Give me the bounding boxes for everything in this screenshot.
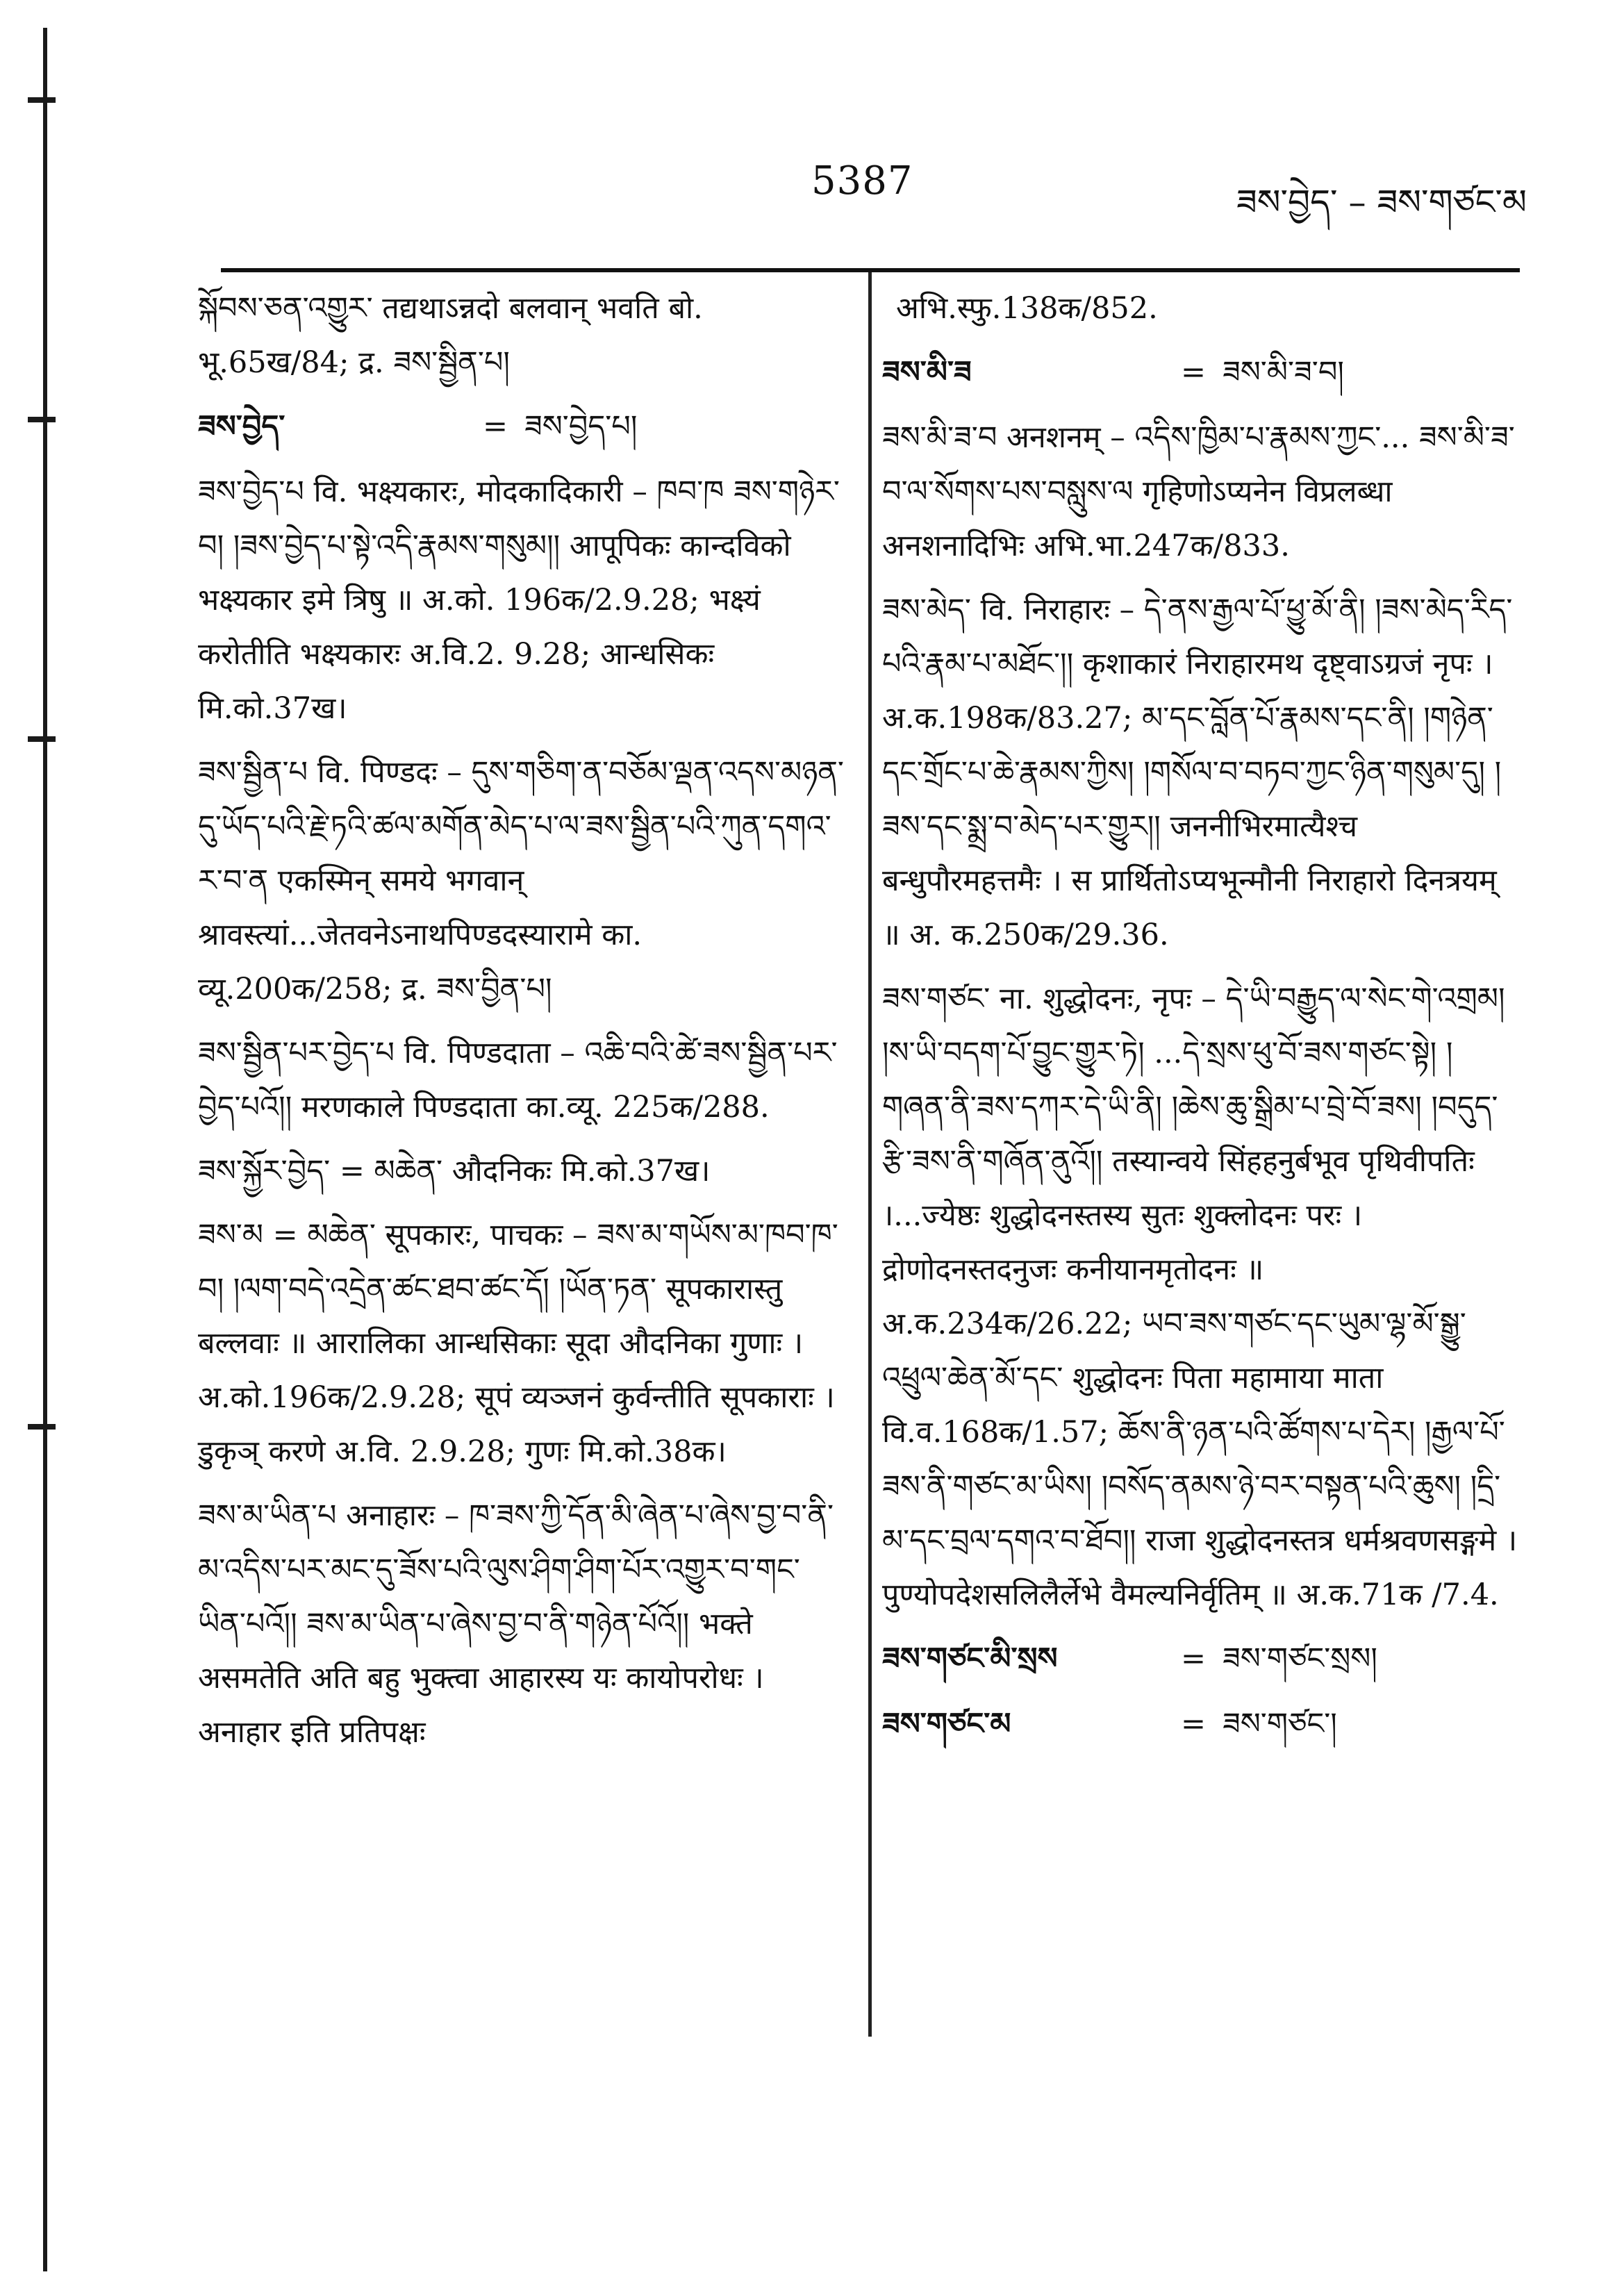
reference-target: ཟས་བྱེད་པ། — [524, 409, 638, 444]
left-column — [198, 281, 844, 1769]
binding-mark — [28, 1424, 56, 1430]
dictionary-entry: ཟས་སྦྱིན་པར་བྱེད་པ वि. पिण्डदाता – འཆི་བའི་ཚེ་ཟས་སྦྱིན་པར་བྱེད་པའོ།། मरणकाले पिण्डदाता का.व्यू. 225क/288. — [198, 1036, 838, 1125]
dictionary-entry: ཟས་གཙང་ ना. शुद्धोदनः, नृपः – དེ་ཡི་བརྒྱུད་ལ་སེང་གེ་འགྲམ། །ས་ཡི་བདག་པོ་བྱུང་གྱུར་ཏེ། ...དེ་སྲས་ཕུ་བོ་ཟས་གཙང་སྟེ། །གཞན་ནི་ཟས་དཀར་དེ་ཡི་ནི། །ཆེས་ཆུ་སྒྲིམ་པ་བྲེ་བོ་ཟས། །བདུད་རྩི་ཟས་ནི་གཞོན་ནུའོ།། तस्यान्वये सिंहहनुर्बभूव पृथिवीपतिः ।...ज्येष्ठः शुद्धोदनस्तस्य सुतः शुक्लोदनः परः । द्रोणोदनस्तदनुजः कनीयानमृतोदनः ॥ अ.क.234क/26.22; ཡབ་ཟས་གཙང་དང་ཡུམ་ལྷ་མོ་སྒྱུ་འཕྲུལ་ཆེན་མོ་དང་ शुद्धोदनः पिता महामाया माता वि.व.168क/1.57; ཆོས་ནི་ཉན་པའི་ཚོགས་པ་དེར། །རྒྱལ་པོ་ཟས་ནི་གཙང་མ་ཡིས། །བསོད་ནམས་ཉེ་བར་བསྟན་པའི་ཆུས། །དྲི་མ་དང་བྲལ་དགའ་བ་ཐོབ།། राजा शुद्धोदनस्तत्र धर्मश्रवणसङ्गमे । पुण्योपदेशसलिलैर्लेभे वैमल्यनिर्वृतिम् ॥ अ.क.71क /7.4. — [882, 982, 1518, 1612]
equals-sign: = — [1181, 355, 1207, 390]
binding-edge — [43, 28, 47, 2271]
dictionary-entry: ཟས་མི་ཟ་བ अनशनम् – འདིས་ཁྱིམ་པ་རྣམས་ཀྱང་... ཟས་མི་ཟ་བ་ལ་སོགས་པས་བསླུས་ལ गृहिणोऽप्यनेन विप्रलब्धा अनशनादिभिः अभि.भा.247क/833. — [882, 420, 1515, 563]
column-divider — [868, 272, 872, 2037]
running-head: ཟས་བྱེད་ – ཟས་གཙང་མ — [1236, 182, 1527, 222]
dictionary-entry: ཟས་བྱེད་པ वि. भक्ष्यकारः, मोदकादिकारी – ཁབ་ཁ ཟས་གཉེར་བ། །ཟས་བྱེད་པ་སྟེ་འདི་རྣམས་གསུམ།། आपूपिकः कान्दविको भक्ष्यकार इमे त्रिषु ॥ अ.को. 196क/2.9.28; भक्ष्यं करोतीति भक्ष्यकारः अ.वि.2. 9.28; आन्धसिकः मि.को.37ख। — [198, 474, 840, 726]
reference-target: ཟས་གཙང་སྲས། — [1223, 1641, 1377, 1676]
cross-reference — [198, 399, 844, 454]
binding-mark — [28, 736, 56, 742]
dictionary-entry: སྐོབས་ཅན་འགྱུར་ तद्यथाऽन्नदो बलवान् भवति बो. भू.65ख/84; द्र. ཟས་སྦྱིན་པ། — [198, 291, 703, 380]
headword: ཟས་གཙང་མ — [882, 1707, 1011, 1741]
reference-target: ཟས་མི་ཟ་བ། — [1223, 355, 1344, 390]
reference-target: ཟས་གཙང་། — [1223, 1707, 1337, 1741]
cross-reference — [882, 345, 1518, 399]
dictionary-entry: ཟས་མེད་ वि. निराहारः – དེ་ནས་རྒྱལ་པོ་ཕྱུ་མོ་ནི། །ཟས་མེད་རིད་པའི་རྣམ་པ་མཐོང་།། कृशाकारं निराहारमथ दृष्ट्वाऽग्रजं नृपः । अ.क.198क/83.27; མ་དང་བློན་པོ་རྣམས་དང་ནི། །གཉེན་དང་གྲོང་པ་ཆེ་རྣམས་ཀྱིས། །གསོལ་བ་བཏབ་ཀྱང་ཉིན་གསུམ་དུ། །ཟས་དང་སྨྲ་བ་མེད་པར་གྱུར།། जननीभिरमात्यैश्च बन्धुपौरमहत्तमैः । स प्रार्थितोऽप्यभून्मौनी निराहारो दिनत्रयम् ॥ अ. क.250क/29.36. — [882, 593, 1513, 952]
right-column — [882, 281, 1518, 1762]
equals-sign: = — [483, 409, 508, 444]
page-number: 5387 — [811, 158, 913, 204]
equals-sign: = — [1181, 1641, 1207, 1676]
dictionary-entry: ཟས་སྦྱིན་པ वि. पिण्डदः – དུས་གཅིག་ན་བཅོམ་ལྡན་འདས་མཉན་དུ་ཡོད་པའི་རྗེ་ཏའི་ཚལ་མགོན་མེད་པ་ལ་ཟས་སྦྱིན་པའི་ཀུན་དགའ་ར་བ་ན एकस्मिन् समये भगवान् श्रावस्त्यां...जेतवनेऽनाथपिण्डदस्यारामे का. व्यू.200क/258; द्र. ཟས་བྱིན་པ། — [198, 755, 844, 1007]
dictionary-entry: ཟས་མ་ཡིན་པ अनाहारः – ཁ་ཟས་ཀྱི་དོན་མི་ཞེན་པ་ཞེས་བྱ་བ་ནི་མ་འདིས་པར་མང་དུ་ཟོས་པའི་ལུས་ཤིག་ཤིག་པོར་འགྱུར་བ་གང་ཡིན་པའོ།། ཟས་མ་ཡིན་པ་ཞེས་བྱ་བ་ནི་གཉེན་པོའོ།། भक्ते असमतेति अति बहु भुक्त्वा आहारस्य यः कायोपरोधः । अनाहार इति प्रतिपक्षः — [198, 1498, 834, 1750]
binding-mark — [28, 417, 56, 422]
headword: ཟས་བྱེད་ — [198, 409, 285, 444]
headword: ཟས་མི་ཟ — [882, 355, 972, 390]
binding-mark — [28, 97, 56, 103]
dictionary-entry-continued: अभि.स्फु.138क/852. — [896, 291, 1158, 326]
cross-reference — [882, 1632, 1518, 1686]
dictionary-entry: ཟས་མ = མཆེན་ सूपकारः, पाचकः – ཟས་མ་གཡོས་མ་ཁབ་ཁ་བ། །ལག་བདེ་འདྲེན་ཚང་ཐབ་ཚང་དོ། །ཡོན་ཏན་ सूपकारास्तु बल्लवाः ॥ आरालिका आन्धसिकाः सूदा औदनिका गुणाः । अ.को.196क/2.9.28; सूपं व्यञ्जनं कुर्वन्तीति सूपकाराः । डुकृञ् करणे अ.वि. 2.9.28; गुणः मि.को.38क। — [198, 1218, 838, 1469]
cross-reference — [882, 1697, 1518, 1751]
headword: ཟས་གཙང་མི་སྲས — [882, 1641, 1058, 1676]
equals-sign: = — [1181, 1707, 1207, 1741]
dictionary-entry: ཟས་སྐྱོར་བྱེད་ = མཆེན་ औदनिकः मि.को.37ख। — [198, 1154, 711, 1188]
